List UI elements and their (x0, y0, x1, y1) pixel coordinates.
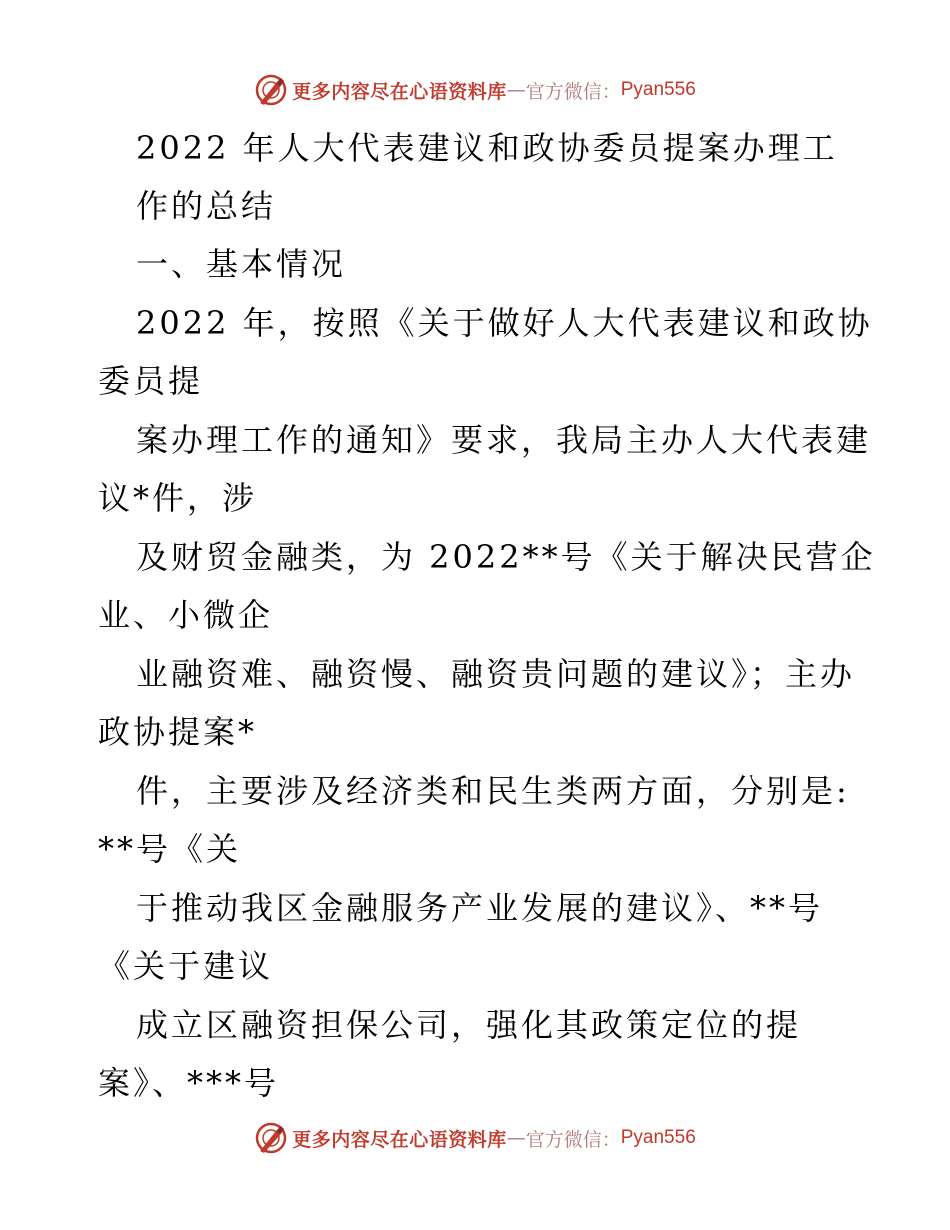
body-line: 委员提 (98, 362, 204, 400)
watermark-site-text: 更多内容尽在心语资料库 (292, 1128, 507, 1151)
body-line: 议*件，涉 (98, 479, 258, 517)
watermark-wechat-handle: Pyan556 (620, 79, 696, 100)
footer-watermark (0, 1118, 950, 1158)
body-line: 业融资难、融资慢、融资贵问题的建议》；主办 (136, 655, 856, 693)
body-line: 于推动我区金融服务产业发展的建议》、**号 (136, 889, 824, 927)
body-line: 政协提案* (98, 713, 258, 751)
body-line: 业、小微企 (98, 596, 274, 634)
section-heading: 一、基本情况 (136, 245, 347, 283)
watermark-site-text: 更多内容尽在心语资料库 (292, 80, 507, 103)
body-line: 成立区融资担保公司，强化其政策定位的提 (136, 1006, 802, 1044)
pen-logo-icon (254, 1121, 288, 1155)
watermark-dash: — (506, 79, 526, 101)
body-line: 及财贸金融类，为 2022**号《关于解决民营企 (136, 538, 876, 576)
body-line: **号《关 (98, 830, 242, 868)
doc-title-line-2: 作的总结 (136, 187, 277, 225)
watermark-wechat-handle: Pyan556 (620, 1127, 696, 1148)
body-line: 《关于建议 (98, 947, 274, 985)
watermark-dash: — (506, 1127, 526, 1149)
body-line: 案办理工作的通知》要求，我局主办人大代表建 (136, 421, 872, 459)
doc-title-line-1: 2022 年人大代表建议和政协委员提案办理工 (136, 129, 838, 167)
watermark-wechat-label: 官方微信： (525, 80, 621, 103)
watermark-wechat-label: 官方微信： (525, 1128, 621, 1151)
body-line: 案》、***号 (98, 1064, 280, 1102)
body-line: 2022 年，按照《关于做好人大代表建议和政协 (136, 304, 873, 342)
body-line: 件，主要涉及经济类和民生类两方面，分别是: (136, 772, 850, 810)
